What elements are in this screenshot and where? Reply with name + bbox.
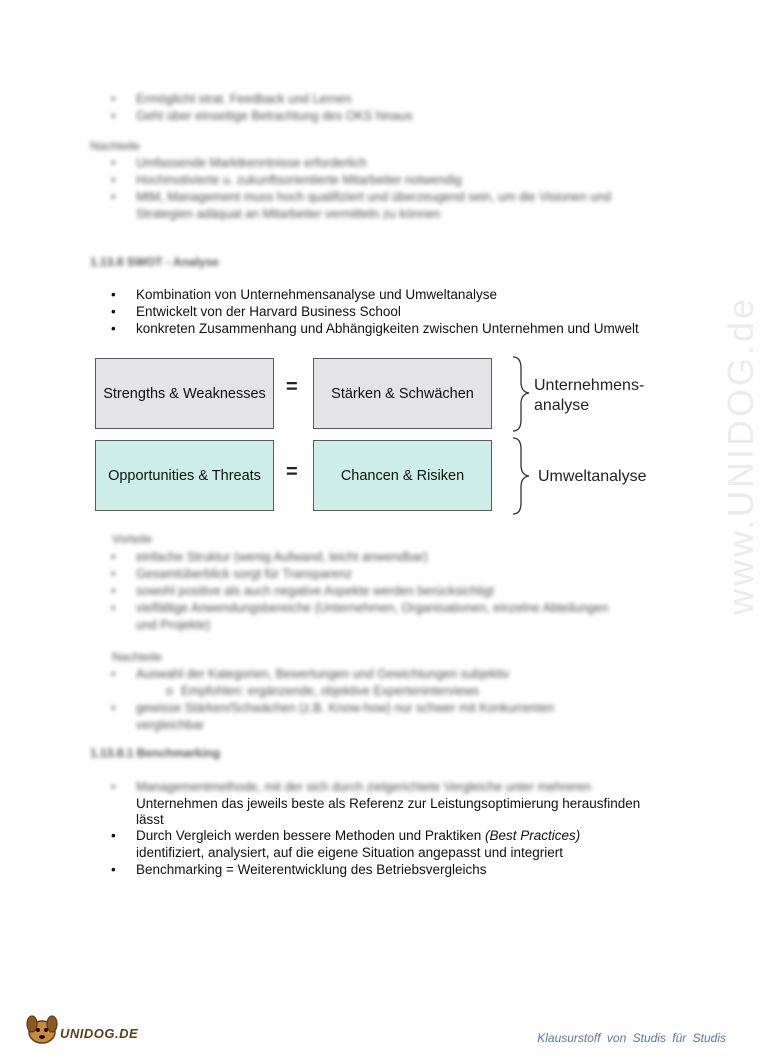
list-item: • Auswahl der Kategorien, Bewertungen und Gewichtungen subjektiv	[90, 666, 690, 683]
opportunities-threats-box	[95, 440, 274, 511]
list-item: • einfache Struktur (wenig Aufwand, leicht anwendbar)	[90, 549, 690, 566]
list-item: • sowohl positive als auch negative Aspekte werden berücksichtigt	[90, 583, 690, 600]
watermark: www.UNIDOG.de	[720, 295, 761, 615]
swot-heading: 1.13.8 SWOT - Analyse	[90, 255, 219, 269]
list-item: • gewisse Stärken/Schwächen (z.B. Know-how) nur schwer mit Konkurrenten	[90, 700, 690, 717]
list-item: • Kombination von Unternehmensanalyse und Umweltanalyse	[90, 286, 710, 303]
bench-line-continuation-2: lässt	[136, 812, 164, 827]
footer-slogan: Klausurstoff von Studis für Studis	[537, 1031, 726, 1045]
umweltanalyse-label: Umweltanalyse	[538, 468, 647, 485]
staerken-schwaechen-box	[313, 358, 492, 429]
list-item: • vielfältige Anwendungsbereiche (Unternehmen, Organisationen, einzelne Abteilungen	[90, 600, 690, 617]
footer-brand: UNIDOG.DE	[60, 1026, 139, 1041]
bench-bullet-list	[90, 827, 710, 878]
nachteile-list	[90, 155, 690, 206]
list-item: • Gesamtüberblick sorgt für Transparenz	[90, 566, 690, 583]
swot-bullet-list	[90, 286, 710, 337]
list-item: • Durch Vergleich werden bessere Methoden und Praktiken (Best Practices) identifiziert, analysiert, auf die eigene Situation angepasst und integriert	[90, 827, 710, 861]
list-item: • Managementmethode, mit der sich durch zielgerichtete Vergleiche unter mehreren	[90, 779, 710, 796]
brace-icon	[505, 354, 535, 518]
benchmarking-heading: 1.13.8.1 Benchmarking	[90, 746, 221, 760]
bench-first-line	[90, 779, 710, 796]
dog-logo-icon	[22, 1010, 62, 1046]
list-item: • Hochmotivierte u. zukunftsorientierte Mitarbeiter notwendig	[90, 172, 690, 189]
list-item: • konkreten Zusammenhang und Abhängigkeiten zwischen Unternehmen und Umwelt	[90, 320, 710, 337]
strengths-weaknesses-box	[95, 358, 274, 429]
list-item: • Entwickelt von der Harvard Business School	[90, 303, 710, 320]
staerken-schwaechen-label: Stärken & Schwächen	[331, 385, 474, 402]
list-item: • Geht über einseitige Betrachtung des OKS hinaus	[90, 108, 690, 125]
list-item: • Benchmarking = Weiterentwicklung des Betriebsvergleichs	[90, 861, 710, 878]
nachteile-list	[90, 666, 690, 683]
vorteile-label: Vorteile	[112, 532, 153, 546]
unternehmensanalyse-label: Unternehmens- analyse	[534, 377, 645, 414]
nachteile-list-2	[90, 700, 690, 717]
nachteile-label: Nachteile	[90, 139, 141, 153]
nachteile-continuation: Strategien adäquat an Mitarbeiter vermitteln zu können	[136, 207, 441, 221]
vorteile-continuation: und Projekte)	[136, 618, 211, 632]
sub-list-item: o Empfohlen: ergänzende, objektive Experteninterviews	[166, 684, 480, 698]
nachteile-continuation: vergleichbar	[136, 718, 205, 732]
list-item: • MtM, Management muss hoch qualifiziert und überzeugend sein, um die Visionen und	[90, 189, 690, 206]
top-bullet-list	[90, 91, 690, 125]
list-item: • Ermöglicht strat. Feedback und Lernen	[90, 91, 690, 108]
strengths-weaknesses-label: Strengths & Weaknesses	[103, 385, 266, 402]
chancen-risiken-label: Chancen & Risiken	[340, 467, 465, 484]
bench-line-continuation: Unternehmen das jeweils beste als Referenz zur Leistungsoptimierung herausfinden	[136, 796, 641, 811]
equals-sign: =	[286, 376, 298, 398]
chancen-risiken-box	[313, 440, 492, 511]
equals-sign: =	[286, 461, 298, 483]
nachteile-label: Nachteile	[112, 650, 163, 664]
vorteile-list	[90, 549, 690, 617]
list-item: • Umfassende Marktkenntnisse erforderlich	[90, 155, 690, 172]
opportunities-threats-label: Opportunities & Threats	[108, 467, 261, 484]
